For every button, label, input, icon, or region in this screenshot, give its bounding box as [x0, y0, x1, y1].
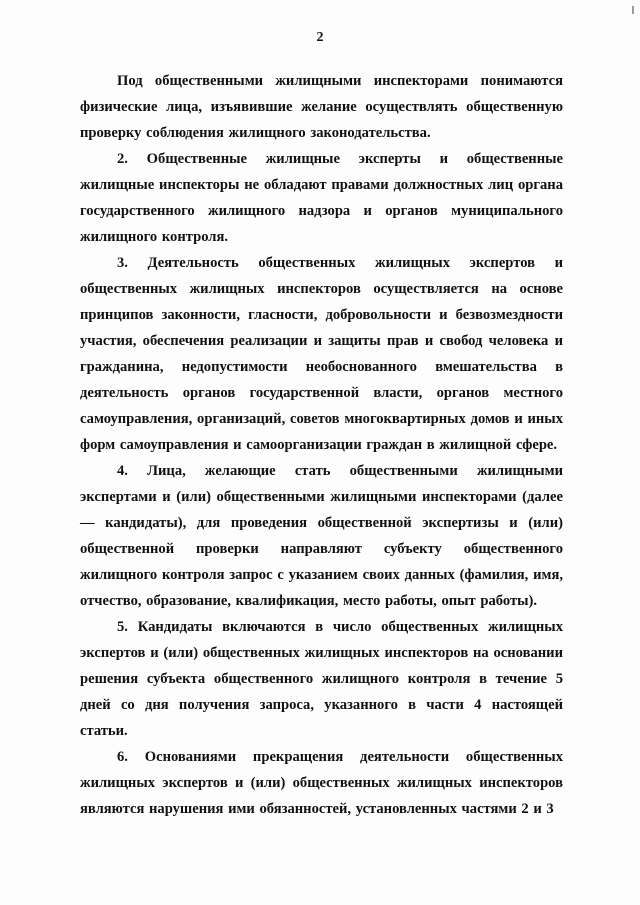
paragraph-3: 3. Деятельность общественных жилищных экспертов и общественных жилищных инспекторов осуществляется на основе принципов законности, гласности, добровольности и безвозмездности участия, обеспечения реализации и защиты прав и свобод человека и гражданина, недопустимости необоснованного вмешательства в деятельность органов государственной власти, органов местного самоуправления, организаций, советов многоквартирных домов и иных форм самоуправления и самоорганизации граждан в жилищной сфере.	[80, 255, 563, 453]
paragraph-4: 4. Лица, желающие стать общественными жилищными экспертами и (или) общественными жилищными инспекторами (далее — кандидаты), для проведения общественной экспертизы и (или) общественной проверки направляют субъекту общественного жилищного контроля запрос с указанием своих данных (фамилия, имя, отчество, образование, квалификация, место работы, опыт работы).	[80, 463, 563, 609]
paragraph-6: 6. Основаниями прекращения деятельности общественных жилищных экспертов и (или) общественных жилищных инспекторов являются нарушения ими обязанностей, установленных частями 2 и 3	[80, 749, 563, 817]
paragraph-5: 5. Кандидаты включаются в число общественных жилищных экспертов и (или) общественных жилищных инспекторов на основании решения субъекта общественного жилищного контроля в течение 5 дней со дня получения запроса, указанного в части 4 настоящей статьи.	[80, 619, 563, 739]
paragraph-intro-inspectors: Под общественными жилищными инспекторами понимаются физические лица, изъявившие желание осуществлять общественную проверку соблюдения жилищного законодательства.	[80, 73, 563, 141]
paragraph-2: 2. Общественные жилищные эксперты и общественные жилищные инспекторы не обладают правами должностных лиц органа государственного жилищного надзора и органов муниципального жилищного контроля.	[80, 151, 563, 245]
scan-edge-mark	[632, 6, 634, 14]
document-body	[80, 68, 563, 822]
page-number: 2	[316, 30, 324, 45]
